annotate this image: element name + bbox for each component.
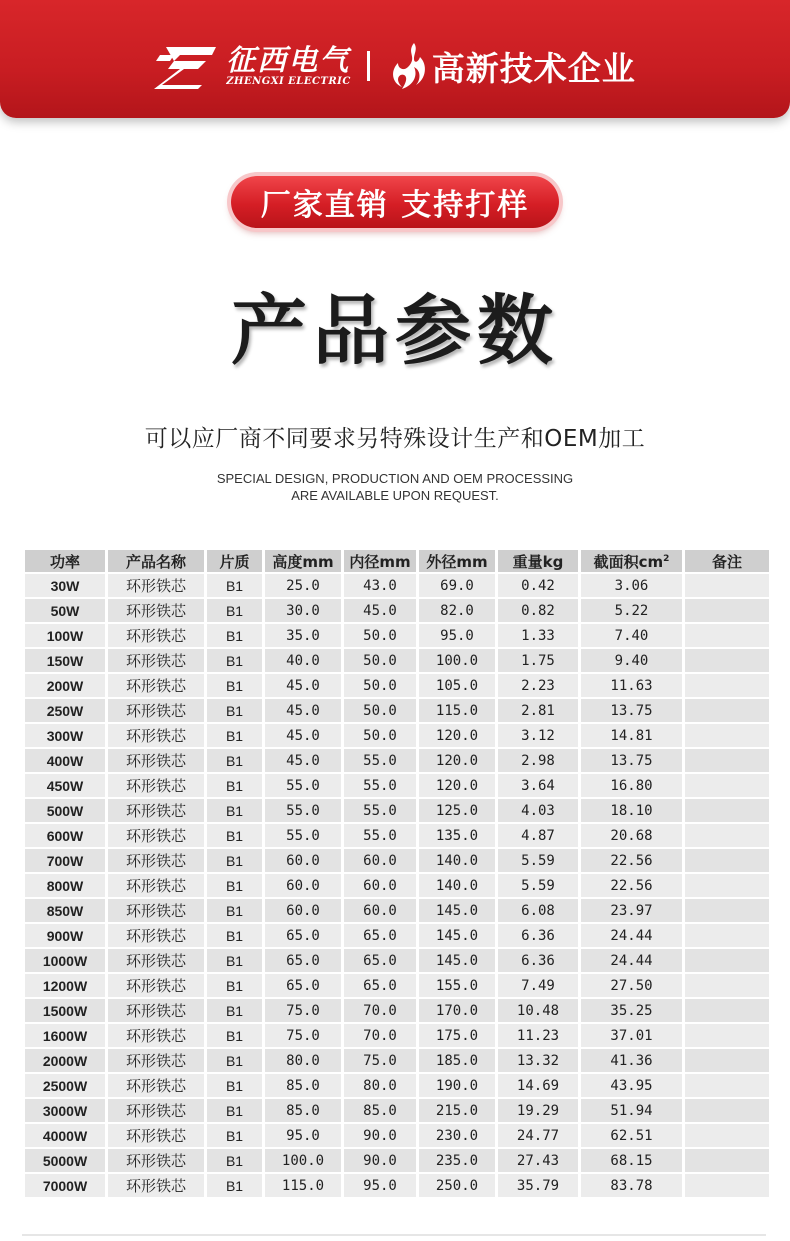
column-header-label: 高度mm xyxy=(272,552,334,571)
table-cell xyxy=(685,849,769,872)
table-cell: 55.0 xyxy=(344,774,416,797)
table-body xyxy=(25,574,769,1197)
table-cell xyxy=(685,674,769,697)
table-cell: B1 xyxy=(207,574,262,597)
table-cell: 95.0 xyxy=(419,624,495,647)
table-cell: 环形铁芯 xyxy=(108,749,204,772)
spec-table xyxy=(22,548,772,1199)
table-cell xyxy=(685,1124,769,1147)
table-cell: 7.40 xyxy=(581,624,682,647)
table-cell: B1 xyxy=(207,899,262,922)
table-cell: 环形铁芯 xyxy=(108,899,204,922)
table-cell: 85.0 xyxy=(265,1074,341,1097)
table-cell: 13.75 xyxy=(581,699,682,722)
table-cell: 37.01 xyxy=(581,1024,682,1047)
brand-name-en: ZHENGXI ELECTRIC xyxy=(226,76,351,87)
table-cell: 60.0 xyxy=(344,849,416,872)
table-cell: B1 xyxy=(207,599,262,622)
subtitle-en-line-1: SPECIAL DESIGN, PRODUCTION AND OEM PROCESSING xyxy=(216,471,574,486)
table-cell xyxy=(685,1024,769,1047)
table-cell: 100.0 xyxy=(265,1149,341,1172)
table-cell: B1 xyxy=(207,924,262,947)
table-cell: B1 xyxy=(207,1074,262,1097)
column-header xyxy=(25,550,105,572)
table-cell: 2.81 xyxy=(498,699,578,722)
brand-name-cn: 征西电气 xyxy=(226,43,351,77)
table-cell: 65.0 xyxy=(344,974,416,997)
table-cell: 115.0 xyxy=(419,699,495,722)
table-row xyxy=(25,799,769,822)
table-row xyxy=(25,599,769,622)
table-cell xyxy=(685,774,769,797)
table-cell: B1 xyxy=(207,1099,262,1122)
table-cell: 82.0 xyxy=(419,599,495,622)
table-cell: 70.0 xyxy=(344,1024,416,1047)
table-cell: 5.59 xyxy=(498,849,578,872)
column-header-label: 产品名称 xyxy=(125,552,186,571)
table-cell: 2000W xyxy=(25,1049,105,1072)
table-cell: 85.0 xyxy=(344,1099,416,1122)
table-cell xyxy=(685,874,769,897)
table-cell: 环形铁芯 xyxy=(108,599,204,622)
table-cell: B1 xyxy=(207,699,262,722)
table-cell: 环形铁芯 xyxy=(108,724,204,747)
table-cell: 1200W xyxy=(25,974,105,997)
table-cell: B1 xyxy=(207,974,262,997)
table-cell: 50W xyxy=(25,599,105,622)
table-cell: 27.43 xyxy=(498,1149,578,1172)
table-cell: 65.0 xyxy=(344,949,416,972)
table-cell: 215.0 xyxy=(419,1099,495,1122)
table-cell: 120.0 xyxy=(419,774,495,797)
table-cell: 35.0 xyxy=(265,624,341,647)
table-cell: 24.44 xyxy=(581,949,682,972)
table-cell: 100W xyxy=(25,624,105,647)
column-header-label: 备注 xyxy=(711,552,742,571)
table-cell: 11.23 xyxy=(498,1024,578,1047)
table-cell: 60.0 xyxy=(265,874,341,897)
table-cell xyxy=(685,1049,769,1072)
table-cell: 85.0 xyxy=(265,1099,341,1122)
table-cell: 环形铁芯 xyxy=(108,1124,204,1147)
table-cell: 环形铁芯 xyxy=(108,1099,204,1122)
table-cell xyxy=(685,799,769,822)
table-cell: 43.95 xyxy=(581,1074,682,1097)
table-row xyxy=(25,649,769,672)
table-cell: B1 xyxy=(207,1049,262,1072)
table-cell: 30W xyxy=(25,574,105,597)
table-cell: 65.0 xyxy=(344,924,416,947)
table-cell: 120.0 xyxy=(419,749,495,772)
table-cell: 30.0 xyxy=(265,599,341,622)
table-cell: 6.36 xyxy=(498,949,578,972)
table-cell: 3.12 xyxy=(498,724,578,747)
table-cell: 环形铁芯 xyxy=(108,699,204,722)
table-cell: 4.03 xyxy=(498,799,578,822)
table-cell: 45.0 xyxy=(344,599,416,622)
table-cell xyxy=(685,574,769,597)
table-cell: 65.0 xyxy=(265,924,341,947)
table-cell: 3000W xyxy=(25,1099,105,1122)
table-cell: 3.06 xyxy=(581,574,682,597)
table-cell: 500W xyxy=(25,799,105,822)
table-cell: 1500W xyxy=(25,999,105,1022)
table-cell: 2500W xyxy=(25,1074,105,1097)
table-cell: 185.0 xyxy=(419,1049,495,1072)
table-cell: 10.48 xyxy=(498,999,578,1022)
column-header xyxy=(581,550,682,572)
table-cell: 68.15 xyxy=(581,1149,682,1172)
table-cell: 环形铁芯 xyxy=(108,874,204,897)
table-cell: 7000W xyxy=(25,1174,105,1197)
table-cell: 14.81 xyxy=(581,724,682,747)
header-divider xyxy=(367,51,370,81)
table-cell: 35.25 xyxy=(581,999,682,1022)
column-header-label: 外径mm xyxy=(426,552,488,571)
flame-emblem-icon xyxy=(384,43,428,89)
table-cell: 70.0 xyxy=(344,999,416,1022)
table-row xyxy=(25,574,769,597)
table-cell: 41.36 xyxy=(581,1049,682,1072)
table-row xyxy=(25,699,769,722)
table-cell xyxy=(685,899,769,922)
table-cell: 7.49 xyxy=(498,974,578,997)
table-cell: 环形铁芯 xyxy=(108,649,204,672)
column-header-label: 片质 xyxy=(219,552,250,571)
table-cell: B1 xyxy=(207,824,262,847)
table-cell: 43.0 xyxy=(344,574,416,597)
table-cell: 环形铁芯 xyxy=(108,999,204,1022)
table-cell: 55.0 xyxy=(265,824,341,847)
table-cell: 230.0 xyxy=(419,1124,495,1147)
table-row xyxy=(25,974,769,997)
table-cell: 35.79 xyxy=(498,1174,578,1197)
table-cell: 1000W xyxy=(25,949,105,972)
table-cell: B1 xyxy=(207,724,262,747)
table-cell xyxy=(685,999,769,1022)
column-header xyxy=(207,550,262,572)
table-cell: 140.0 xyxy=(419,874,495,897)
table-cell xyxy=(685,1099,769,1122)
table-cell: 145.0 xyxy=(419,924,495,947)
table-cell: 1600W xyxy=(25,1024,105,1047)
table-cell: 450W xyxy=(25,774,105,797)
table-cell: 14.69 xyxy=(498,1074,578,1097)
subtitle-cn: 可以应厂商不同要求另特殊设计生产和OEM加工 xyxy=(144,426,646,452)
table-cell: 18.10 xyxy=(581,799,682,822)
table-cell: 50.0 xyxy=(344,624,416,647)
brand-tagline: 高新技术企业 xyxy=(431,48,636,88)
area-unit-superscript: 2 xyxy=(663,553,670,564)
table-cell: 60.0 xyxy=(265,849,341,872)
table-cell: 环形铁芯 xyxy=(108,1024,204,1047)
table-cell: 80.0 xyxy=(265,1049,341,1072)
column-header xyxy=(344,550,416,572)
table-cell: 环形铁芯 xyxy=(108,1149,204,1172)
table-cell xyxy=(685,1149,769,1172)
table-cell: B1 xyxy=(207,999,262,1022)
table-row xyxy=(25,1074,769,1097)
table-row xyxy=(25,674,769,697)
table-row xyxy=(25,1024,769,1047)
table-cell: 5.59 xyxy=(498,874,578,897)
table-cell: B1 xyxy=(207,649,262,672)
table-cell xyxy=(685,949,769,972)
table-cell: 1.33 xyxy=(498,624,578,647)
table-cell: 4.87 xyxy=(498,824,578,847)
table-cell: 0.42 xyxy=(498,574,578,597)
table-cell: 175.0 xyxy=(419,1024,495,1047)
table-cell: B1 xyxy=(207,1124,262,1147)
table-cell: 环形铁芯 xyxy=(108,774,204,797)
table-cell: 75.0 xyxy=(344,1049,416,1072)
table-cell: 环形铁芯 xyxy=(108,1174,204,1197)
table-cell: 环形铁芯 xyxy=(108,1049,204,1072)
table-cell xyxy=(685,699,769,722)
table-cell: 环形铁芯 xyxy=(108,949,204,972)
table-cell xyxy=(685,824,769,847)
table-cell: 60.0 xyxy=(265,899,341,922)
table-cell xyxy=(685,649,769,672)
table-cell: 65.0 xyxy=(265,974,341,997)
bottom-divider xyxy=(22,1234,766,1236)
table-cell: 20.68 xyxy=(581,824,682,847)
table-cell: 125.0 xyxy=(419,799,495,822)
table-cell: 环形铁芯 xyxy=(108,674,204,697)
table-cell: 2.23 xyxy=(498,674,578,697)
table-cell: 24.44 xyxy=(581,924,682,947)
table-cell: 145.0 xyxy=(419,949,495,972)
table-cell xyxy=(685,1174,769,1197)
table-cell: 3.64 xyxy=(498,774,578,797)
table-cell: 60.0 xyxy=(344,899,416,922)
table-cell: 300W xyxy=(25,724,105,747)
column-header xyxy=(265,550,341,572)
table-cell: 170.0 xyxy=(419,999,495,1022)
table-row xyxy=(25,999,769,1022)
brand-bar xyxy=(0,36,790,96)
table-cell: 45.0 xyxy=(265,674,341,697)
table-cell: 19.29 xyxy=(498,1099,578,1122)
table-cell: 90.0 xyxy=(344,1124,416,1147)
table-cell: 800W xyxy=(25,874,105,897)
table-cell: 16.80 xyxy=(581,774,682,797)
table-cell: 环形铁芯 xyxy=(108,574,204,597)
table-cell: 55.0 xyxy=(265,799,341,822)
table-cell: 6.36 xyxy=(498,924,578,947)
table-cell: 45.0 xyxy=(265,699,341,722)
column-header-label: 重量kg xyxy=(512,552,564,571)
column-header xyxy=(419,550,495,572)
table-cell: 1.75 xyxy=(498,649,578,672)
table-cell: 235.0 xyxy=(419,1149,495,1172)
table-cell: 环形铁芯 xyxy=(108,974,204,997)
table-cell: 55.0 xyxy=(344,824,416,847)
table-cell: 25.0 xyxy=(265,574,341,597)
table-cell: 69.0 xyxy=(419,574,495,597)
table-cell: 250.0 xyxy=(419,1174,495,1197)
table-cell: 700W xyxy=(25,849,105,872)
table-cell: 850W xyxy=(25,899,105,922)
table-cell: B1 xyxy=(207,849,262,872)
table-cell: 62.51 xyxy=(581,1124,682,1147)
table-cell: 900W xyxy=(25,924,105,947)
table-cell: 环形铁芯 xyxy=(108,824,204,847)
brand-header xyxy=(0,0,790,118)
table-cell: B1 xyxy=(207,799,262,822)
table-cell: 95.0 xyxy=(344,1174,416,1197)
table-row xyxy=(25,624,769,647)
table-cell: 45.0 xyxy=(265,749,341,772)
table-cell: 55.0 xyxy=(344,749,416,772)
table-cell: 50.0 xyxy=(344,674,416,697)
table-row xyxy=(25,1049,769,1072)
table-cell: 140.0 xyxy=(419,849,495,872)
table-cell xyxy=(685,1074,769,1097)
table-cell: 50.0 xyxy=(344,699,416,722)
table-cell: 5000W xyxy=(25,1149,105,1172)
table-row xyxy=(25,924,769,947)
column-header xyxy=(685,550,769,572)
table-row xyxy=(25,849,769,872)
table-cell: 600W xyxy=(25,824,105,847)
table-cell: 95.0 xyxy=(265,1124,341,1147)
table-row xyxy=(25,749,769,772)
table-row xyxy=(25,1124,769,1147)
column-header-label: 截面积cm xyxy=(593,552,664,571)
table-cell: B1 xyxy=(207,749,262,772)
table-cell: 0.82 xyxy=(498,599,578,622)
table-cell: 75.0 xyxy=(265,1024,341,1047)
table-cell: 55.0 xyxy=(344,799,416,822)
table-row xyxy=(25,824,769,847)
table-header-row xyxy=(25,550,769,572)
factory-direct-badge: 厂家直销 支持打样 xyxy=(231,176,559,228)
table-cell: 115.0 xyxy=(265,1174,341,1197)
table-cell: 23.97 xyxy=(581,899,682,922)
table-cell: 51.94 xyxy=(581,1099,682,1122)
column-header xyxy=(108,550,204,572)
table-cell: B1 xyxy=(207,1149,262,1172)
table-cell: 120.0 xyxy=(419,724,495,747)
table-cell: 135.0 xyxy=(419,824,495,847)
table-cell: B1 xyxy=(207,949,262,972)
table-cell: 24.77 xyxy=(498,1124,578,1147)
table-cell: 4000W xyxy=(25,1124,105,1147)
table-cell: 190.0 xyxy=(419,1074,495,1097)
table-cell: 环形铁芯 xyxy=(108,624,204,647)
table-cell: 45.0 xyxy=(265,724,341,747)
table-cell: B1 xyxy=(207,1174,262,1197)
table-cell: 55.0 xyxy=(265,774,341,797)
table-cell: 11.63 xyxy=(581,674,682,697)
table-cell: 155.0 xyxy=(419,974,495,997)
table-cell: 400W xyxy=(25,749,105,772)
table-cell: 6.08 xyxy=(498,899,578,922)
table-cell: 83.78 xyxy=(581,1174,682,1197)
table-cell: 250W xyxy=(25,699,105,722)
table-row xyxy=(25,874,769,897)
table-cell: 105.0 xyxy=(419,674,495,697)
table-cell: B1 xyxy=(207,1024,262,1047)
zx-logo-icon xyxy=(154,43,220,89)
table-cell: 145.0 xyxy=(419,899,495,922)
table-cell: 60.0 xyxy=(344,874,416,897)
table-cell: 环形铁芯 xyxy=(108,849,204,872)
column-header-label: 功率 xyxy=(49,552,80,571)
table-cell: 80.0 xyxy=(344,1074,416,1097)
table-cell: 13.32 xyxy=(498,1049,578,1072)
table-row xyxy=(25,949,769,972)
subtitle-en xyxy=(0,470,790,504)
table-cell: 90.0 xyxy=(344,1149,416,1172)
brand-logo-text xyxy=(226,44,351,88)
table-row xyxy=(25,899,769,922)
table-row xyxy=(25,1174,769,1197)
table-cell: 27.50 xyxy=(581,974,682,997)
table-cell: 22.56 xyxy=(581,874,682,897)
column-header-label: 内径mm xyxy=(349,552,411,571)
table-cell: 环形铁芯 xyxy=(108,924,204,947)
table-row xyxy=(25,774,769,797)
table-cell: B1 xyxy=(207,874,262,897)
table-cell: B1 xyxy=(207,674,262,697)
table-cell: 5.22 xyxy=(581,599,682,622)
table-cell: 50.0 xyxy=(344,724,416,747)
table-cell: 40.0 xyxy=(265,649,341,672)
table-row xyxy=(25,1149,769,1172)
table-cell xyxy=(685,749,769,772)
table-cell: 75.0 xyxy=(265,999,341,1022)
table-cell xyxy=(685,724,769,747)
table-cell: 65.0 xyxy=(265,949,341,972)
table-cell: 9.40 xyxy=(581,649,682,672)
table-cell: 13.75 xyxy=(581,749,682,772)
table-cell: 150W xyxy=(25,649,105,672)
table-row xyxy=(25,724,769,747)
table-cell xyxy=(685,599,769,622)
table-cell: 100.0 xyxy=(419,649,495,672)
table-cell xyxy=(685,624,769,647)
column-header xyxy=(498,550,578,572)
table-cell xyxy=(685,924,769,947)
table-cell xyxy=(685,974,769,997)
subtitle-en-line-2: ARE AVAILABLE UPON REQUEST. xyxy=(291,488,499,503)
table-cell: 环形铁芯 xyxy=(108,1074,204,1097)
table-cell: B1 xyxy=(207,624,262,647)
table-cell: 2.98 xyxy=(498,749,578,772)
table-cell: 200W xyxy=(25,674,105,697)
table-row xyxy=(25,1099,769,1122)
table-cell: B1 xyxy=(207,774,262,797)
table-cell: 环形铁芯 xyxy=(108,799,204,822)
table-cell: 22.56 xyxy=(581,849,682,872)
page-title: 产品参数 xyxy=(231,286,559,375)
table-cell: 50.0 xyxy=(344,649,416,672)
